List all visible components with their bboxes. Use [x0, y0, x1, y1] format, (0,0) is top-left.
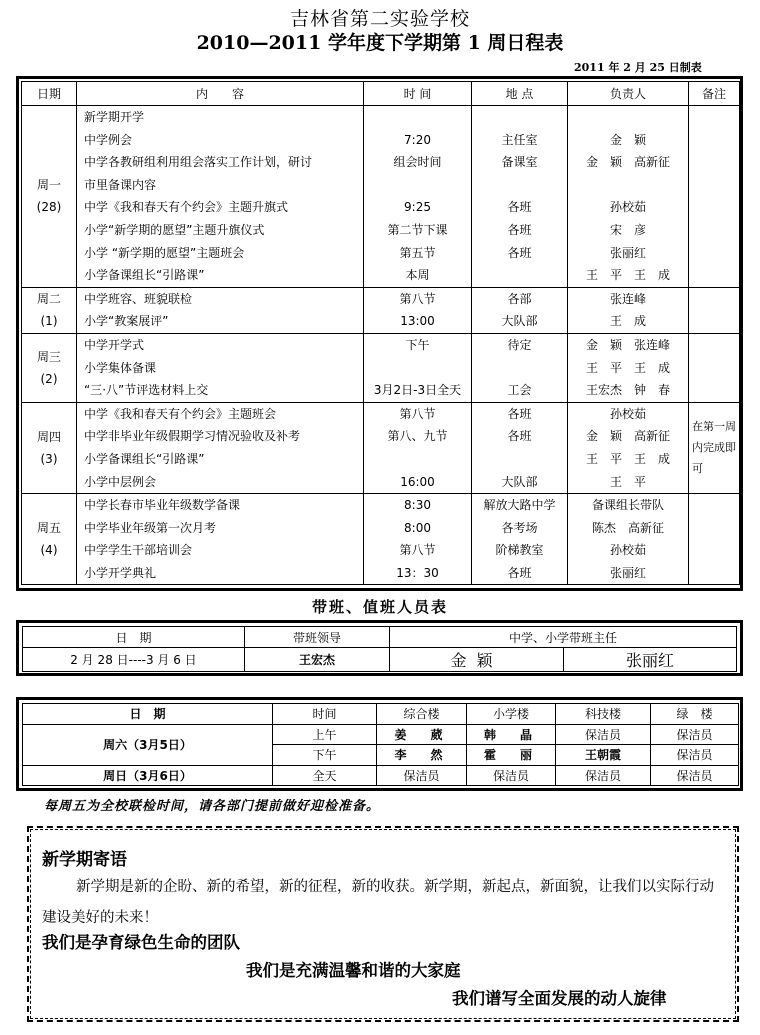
event-content: 中学非毕业年级假期学习情况验收及补考	[84, 429, 301, 444]
event-place-cell	[472, 333, 568, 402]
event-content: 中学开学式	[84, 337, 145, 352]
event-content: “三·八”节评选材料上交	[84, 383, 209, 398]
event-place-cell	[472, 106, 568, 288]
made-date: 2011 年 2 月 25 日制表	[574, 61, 702, 74]
table-cell: 韩 晶	[467, 724, 556, 745]
table-row	[22, 333, 740, 402]
event-time: 7:20	[404, 132, 431, 147]
event-content: 中学《我和春天有个约会》主题升旗式	[84, 200, 289, 215]
event-content: 小学中层例会	[84, 474, 157, 489]
event-place: 各班	[507, 565, 532, 580]
event-person: 王 平 王 成	[585, 360, 670, 375]
table-cell: 王朝霞	[556, 745, 651, 766]
event-content-cell	[77, 106, 364, 288]
event-place: 备课室	[501, 155, 538, 170]
event-person: 金 颖 张连峰	[585, 337, 670, 352]
event-place: 各班	[507, 406, 532, 421]
event-place-cell	[472, 287, 568, 333]
duty-header-row	[23, 627, 737, 648]
event-place: 各考场	[501, 520, 538, 535]
table-row	[22, 106, 740, 288]
event-time: 3月2日-3日全天	[373, 383, 462, 398]
weekend-sun-row	[23, 765, 739, 786]
event-time-cell	[364, 494, 472, 585]
event-time-cell	[364, 333, 472, 402]
event-person: 王宏杰 钟 春	[585, 383, 670, 398]
slogan-1: 我们是孕育绿色生命的团队	[42, 933, 240, 952]
table-cell: 保洁员	[467, 765, 556, 786]
table-cell: 全天	[273, 765, 377, 786]
table-cell: 李 然	[377, 745, 467, 766]
weekend-header-building-4: 绿 楼	[651, 704, 739, 725]
weekend-table	[22, 703, 739, 786]
event-person: 宋 彦	[609, 222, 646, 237]
event-place: 各班	[507, 200, 532, 215]
table-row	[22, 494, 740, 585]
event-place-cell	[472, 402, 568, 493]
day-date: (3)	[40, 451, 58, 466]
col-header-person: 负责人	[568, 82, 689, 106]
event-content: 小学备课组长“引路课”	[84, 451, 205, 466]
event-content: 中学长春市毕业年级数学备课	[84, 498, 241, 513]
duty-table	[22, 626, 737, 672]
event-place: 工会	[507, 383, 532, 398]
event-place: 各班	[507, 245, 532, 260]
event-place	[472, 106, 567, 129]
event-content: 中学学生干部培训会	[84, 543, 193, 558]
table-cell: 姜 葳	[377, 724, 467, 745]
duty-primary-teacher: 张丽红	[564, 648, 737, 672]
weekday: 周一	[36, 178, 61, 193]
event-place	[472, 357, 567, 380]
event-place: 各部	[507, 291, 532, 306]
message-body: 新学期是新的企盼、新的希望，新的征程，新的收获。新学期，新起点，新面貌，让我们以实际行动建设美好的未来！	[42, 879, 714, 926]
event-place: 阶梯教室	[495, 543, 544, 558]
table-row	[22, 287, 740, 333]
event-content: 中学《我和春天有个约会》主题班会	[84, 406, 277, 421]
event-person	[568, 174, 688, 197]
event-place: 主任室	[501, 132, 538, 147]
event-content-cell	[77, 333, 364, 402]
table-cell: 保洁员	[556, 724, 651, 745]
event-person	[568, 106, 688, 129]
table-cell: 保洁员	[651, 724, 739, 745]
table-cell: 上午	[273, 724, 377, 745]
event-person-cell	[568, 287, 689, 333]
table-cell: 保洁员	[556, 765, 651, 786]
weekend-sat-am-row	[23, 724, 739, 745]
slogan-3: 我们谱写全面发展的动人旋律	[452, 989, 667, 1008]
duty-title: 带班、值班人员表	[311, 598, 448, 616]
weekend-header-row	[23, 704, 739, 725]
weekend-sat-label: 周六（3月5日）	[23, 724, 273, 765]
event-place: 大队部	[501, 314, 538, 329]
event-place: 待定	[507, 337, 532, 352]
table-cell: 下午	[273, 745, 377, 766]
weekday: 周五	[36, 521, 61, 536]
event-content: 小学集体备课	[84, 360, 157, 375]
event-person: 孙校茹	[609, 406, 646, 421]
event-person: 备课组长带队	[591, 498, 664, 513]
event-person-cell	[568, 494, 689, 585]
event-place: 大队部	[501, 474, 538, 489]
table-row	[22, 402, 740, 493]
schedule-table	[21, 81, 740, 585]
weekend-header-building-1: 综合楼	[377, 704, 467, 725]
event-person: 孙校茹	[609, 200, 646, 215]
event-content: 中学各教研组利用组会落实工作计划，研讨	[84, 155, 313, 170]
weekend-header-building-2: 小学楼	[467, 704, 556, 725]
duty-leader: 王宏杰	[245, 648, 390, 672]
event-person: 张连峰	[609, 291, 646, 306]
event-time: 13：30	[396, 565, 439, 580]
event-time: 16:00	[400, 474, 435, 489]
day-label	[22, 106, 77, 288]
event-place	[472, 448, 567, 471]
event-content-cell	[77, 287, 364, 333]
event-content: 小学“教案展评”	[84, 314, 169, 329]
schedule-header-row	[22, 82, 740, 106]
day-label	[22, 402, 77, 493]
table-cell: 霍 丽	[467, 745, 556, 766]
event-content: 中学例会	[84, 132, 133, 147]
weekend-sun-label: 周日（3月6日）	[23, 765, 273, 786]
event-place	[472, 174, 567, 197]
event-time: 第二节下课	[387, 222, 448, 237]
col-header-note: 备注	[689, 82, 740, 106]
event-time	[364, 357, 471, 380]
event-time: 8:30	[404, 498, 431, 513]
table-cell: 保洁员	[651, 745, 739, 766]
event-time: 9:25	[404, 200, 431, 215]
col-header-content: 内 容	[77, 82, 364, 106]
event-time	[364, 106, 471, 129]
event-person: 张丽红	[609, 245, 646, 260]
event-note	[689, 106, 740, 288]
event-time-cell	[364, 106, 472, 288]
duty-date: 2 月 28 日----3 月 6 日	[23, 648, 245, 672]
event-content: 市里备课内容	[84, 177, 157, 192]
event-note	[689, 494, 740, 585]
weekend-header-time: 时间	[273, 704, 377, 725]
event-time: 13:00	[400, 314, 435, 329]
event-time	[364, 174, 471, 197]
event-content: 小学备课组长“引路课”	[84, 268, 205, 283]
col-header-time: 时 间	[364, 82, 472, 106]
event-person: 陈杰 高新征	[591, 520, 664, 535]
event-time	[364, 448, 471, 471]
day-label	[22, 333, 77, 402]
event-content: 中学毕业年级第一次月考	[84, 520, 217, 535]
event-content-cell	[77, 402, 364, 493]
duty-header-teachers: 中学、小学带班主任	[390, 627, 737, 648]
duty-header-leader: 带班领导	[245, 627, 390, 648]
inspection-notice: 每周五为全校联检时间，请各部门提前做好迎检准备。	[44, 799, 381, 814]
event-person-cell	[568, 333, 689, 402]
event-person-cell	[568, 106, 689, 288]
event-person: 张丽红	[609, 565, 646, 580]
event-person: 金 颖 高新征	[585, 155, 670, 170]
event-place: 各班	[507, 222, 532, 237]
message-title: 新学期寄语	[42, 850, 127, 870]
event-place	[472, 264, 567, 287]
slogan-2: 我们是充满温馨和谐的大家庭	[246, 961, 461, 980]
weekend-header-date: 日 期	[23, 704, 273, 725]
event-person: 王 平 王 成	[585, 451, 670, 466]
event-time: 组会时间	[393, 155, 442, 170]
day-date: (2)	[40, 371, 58, 386]
event-person: 王 平	[609, 474, 646, 489]
event-content: 小学开学典礼	[84, 565, 157, 580]
event-time-cell	[364, 287, 472, 333]
weekday: 周四	[36, 429, 61, 444]
event-note	[689, 333, 740, 402]
event-content: 小学“新学期的愿望”主题升旗仪式	[84, 222, 265, 237]
weekend-header-building-3: 科技楼	[556, 704, 651, 725]
page-title: 2010—2011 学年度下学期第 1 周日程表	[196, 32, 564, 54]
event-person: 王 成	[609, 314, 646, 329]
event-place-cell	[472, 494, 568, 585]
day-date: (4)	[40, 543, 58, 558]
table-cell: 保洁员	[377, 765, 467, 786]
day-label	[22, 494, 77, 585]
event-time: 本周	[405, 268, 430, 283]
day-date: (28)	[36, 200, 62, 215]
event-note: 在第一周内完成即可	[689, 402, 740, 493]
event-person-cell	[568, 402, 689, 493]
event-person: 孙校茹	[609, 543, 646, 558]
weekday: 周二	[36, 292, 61, 307]
day-label	[22, 287, 77, 333]
event-content-cell	[77, 494, 364, 585]
event-person: 王 平 王 成	[585, 268, 670, 283]
event-time: 第八节	[399, 406, 436, 421]
event-place: 各班	[507, 429, 532, 444]
event-time: 8:00	[404, 520, 431, 535]
event-time: 下午	[405, 337, 430, 352]
event-person: 金 颖 高新征	[585, 429, 670, 444]
event-content: 新学期开学	[84, 110, 145, 124]
col-header-date: 日期	[22, 82, 77, 106]
event-place: 解放大路中学	[483, 498, 556, 513]
duty-middle-teacher: 金颖	[390, 648, 564, 672]
event-content: 中学班容、班貌联检	[84, 291, 193, 306]
event-time-cell	[364, 402, 472, 493]
event-note	[689, 287, 740, 333]
col-header-place: 地 点	[472, 82, 568, 106]
school-name: 吉林省第二实验学校	[289, 8, 470, 30]
day-date: (1)	[40, 314, 58, 329]
event-content: 小学 “新学期的愿望”主题班会	[84, 245, 245, 260]
duty-header-date: 日 期	[23, 627, 245, 648]
duty-row	[23, 648, 737, 672]
event-time: 第五节	[399, 245, 436, 260]
event-time: 第八节	[399, 543, 436, 558]
event-time: 第八节	[399, 291, 436, 306]
table-cell: 保洁员	[651, 765, 739, 786]
event-person: 金 颖	[609, 132, 646, 147]
event-time: 第八、九节	[387, 429, 448, 444]
weekday: 周三	[36, 349, 61, 364]
